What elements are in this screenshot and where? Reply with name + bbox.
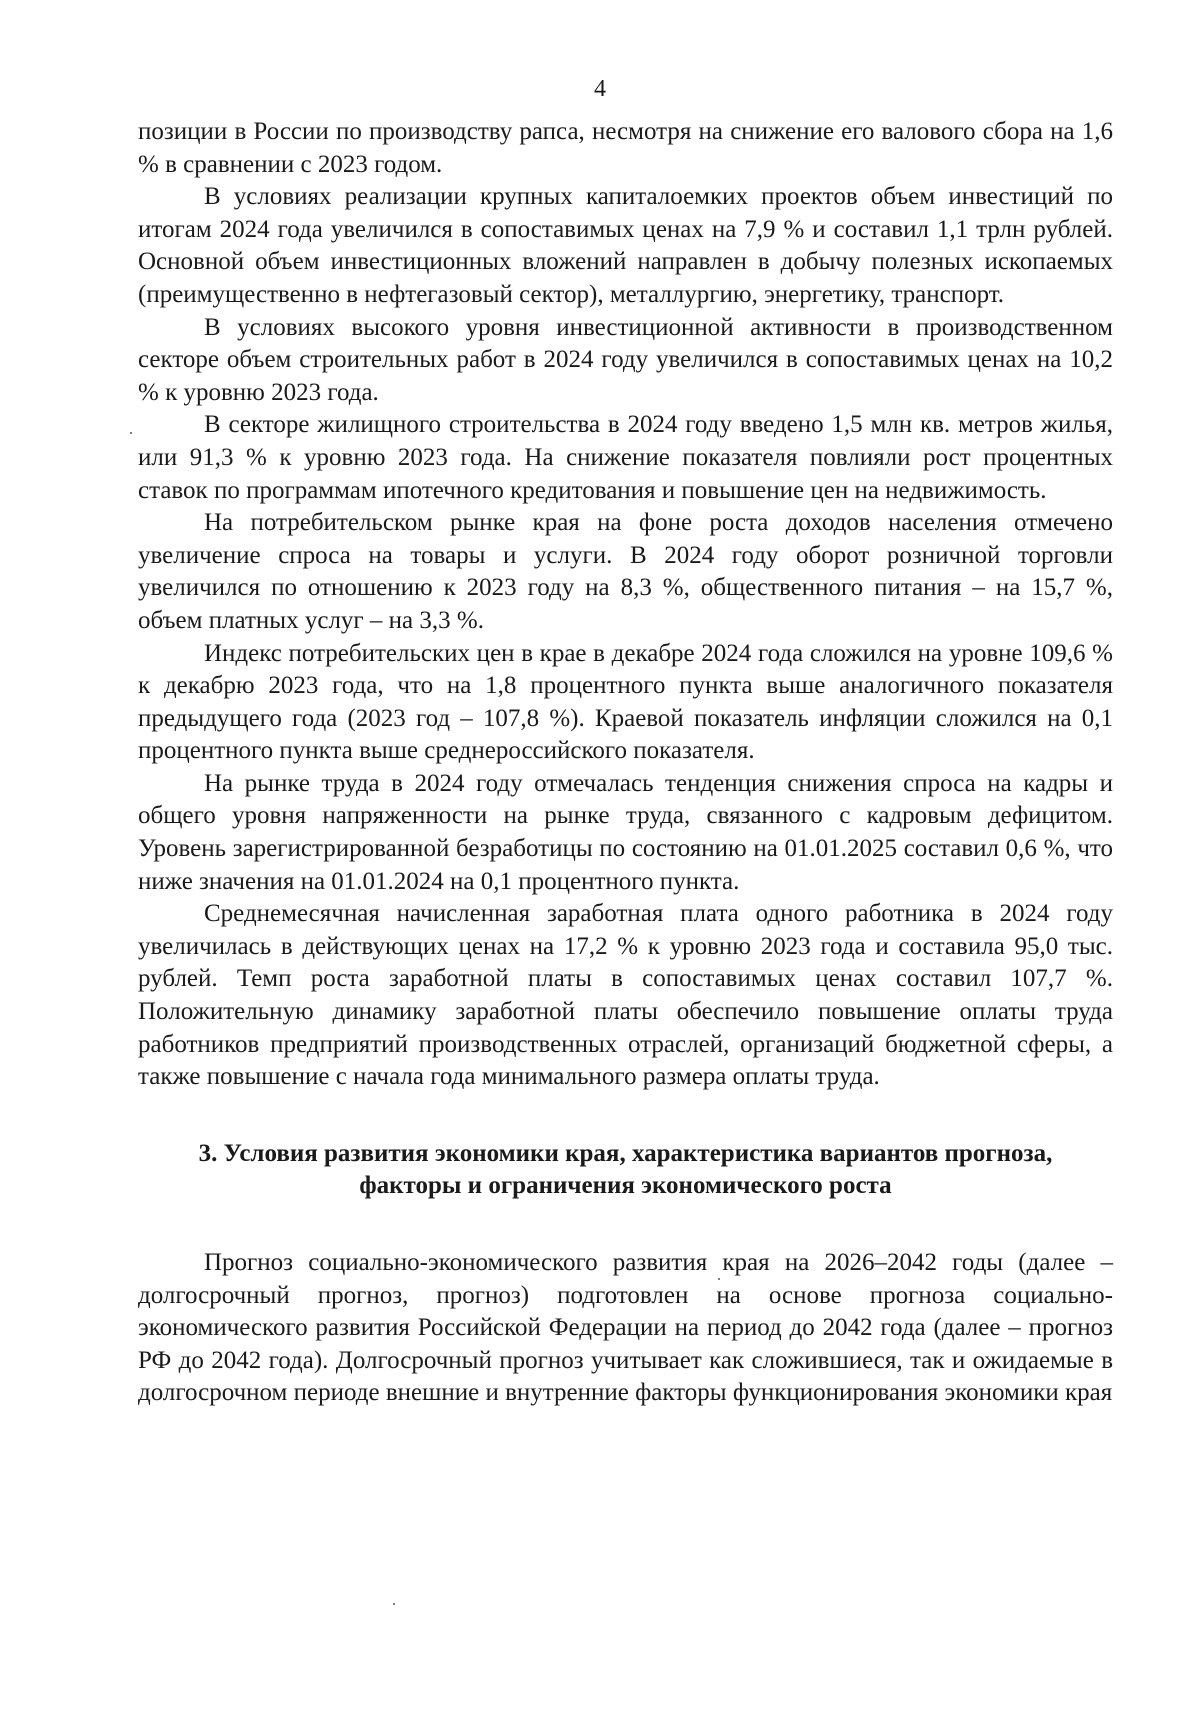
document-body xyxy=(138,116,1113,1410)
paragraph: В условиях реализации крупных капиталоемких проектов объем инвестиций по итогам 2024 года увеличился в сопоставимых ценах на 7,9 % и составил 1,1 трлн рублей. Основной объем инвестиционных вложений направлен в добычу полезных ископаемых (преимущественно в нефтегазовый сектор), металлургию, энергетику, транспорт. xyxy=(138,183,1113,308)
paragraph: В секторе жилищного строительства в 2024 году введено 1,5 млн кв. метров жилья, или 91,3 % к уровню 2023 года. На снижение показателя повлияли рост процентных ставок по программам ипотечного кредитования и повышение цен на недвижимость. xyxy=(138,411,1113,504)
section-heading-line: 3. Условия развития экономики края, характеристика вариантов прогноза, xyxy=(198,1139,1053,1167)
scan-speck xyxy=(130,432,132,434)
paragraph: В условиях высокого уровня инвестиционной активности в производственном секторе объем строительных работ в 2024 году увеличился в сопоставимых ценах на 10,2 % к уровню 2023 года. xyxy=(138,313,1113,406)
paragraph: Среднемесячная начисленная заработная плата одного работника в 2024 году увеличилась в действующих ценах на 17,2 % к уровню 2023 года и составила 95,0 тыс. рублей. Темп роста заработной платы в сопоставимых ценах составил 107,7 %. Положительную динамику заработной платы обеспечило повышение оплаты труда работников предприятий производственных отраслей, организаций бюджетной сферы, а также повышение с начала года минимального размера оплаты труда. xyxy=(138,900,1113,1091)
section-heading xyxy=(138,1094,1113,1247)
section-heading-line: факторы и ограничения экономического роста xyxy=(359,1172,892,1200)
paragraph: позиции в России по производству рапса, несмотря на снижение его валового сбора на 1,6 % в сравнении с 2023 годом. xyxy=(138,118,1113,178)
page-number: 4 xyxy=(594,76,606,102)
paragraph: Индекс потребительских цен в крае в декабре 2024 года сложился на уровне 109,6 % к декабрю 2023 года, что на 1,8 процентного пункта выше аналогичного показателя предыдущего года (2023 год – 107,8 %). Краевой показатель инфляции сложился на 0,1 процентного пункта выше среднероссийского показателя. xyxy=(138,639,1113,765)
paragraph: На рынке труда в 2024 году отмечалась тенденция снижения спроса на кадры и общего уровня напряженности на рынке труда, связанного с кадровым дефицитом. Уровень зарегистрированной безработицы по состоянию на 01.01.2025 составил 0,6 %, что ниже значения на 01.01.2024 на 0,1 процентного пункта. xyxy=(138,769,1113,895)
paragraph: Прогноз социально-экономического развития края на 2026–2042 годы (далее – долгосрочный прогноз, прогноз) подготовлен на основе прогноза социально-экономического развития Российской Федерации на период до 2042 года (далее – прогноз РФ до 2042 года). Долгосрочный прогноз учитывает как сложившиеся, так и ожидаемые в долгосрочном периоде внешние и внутренние факторы функционирования экономики края xyxy=(138,1249,1113,1407)
scan-speck xyxy=(718,1278,720,1280)
scan-speck xyxy=(393,1603,395,1605)
paragraph: На потребительском рынке края на фоне роста доходов населения отмечено увеличение спроса на товары и услуги. В 2024 году оборот розничной торговли увеличился по отношению к 2023 году на 8,3 %, общественного питания – на 15,7 %, объем платных услуг – на 3,3 %. xyxy=(138,509,1113,634)
